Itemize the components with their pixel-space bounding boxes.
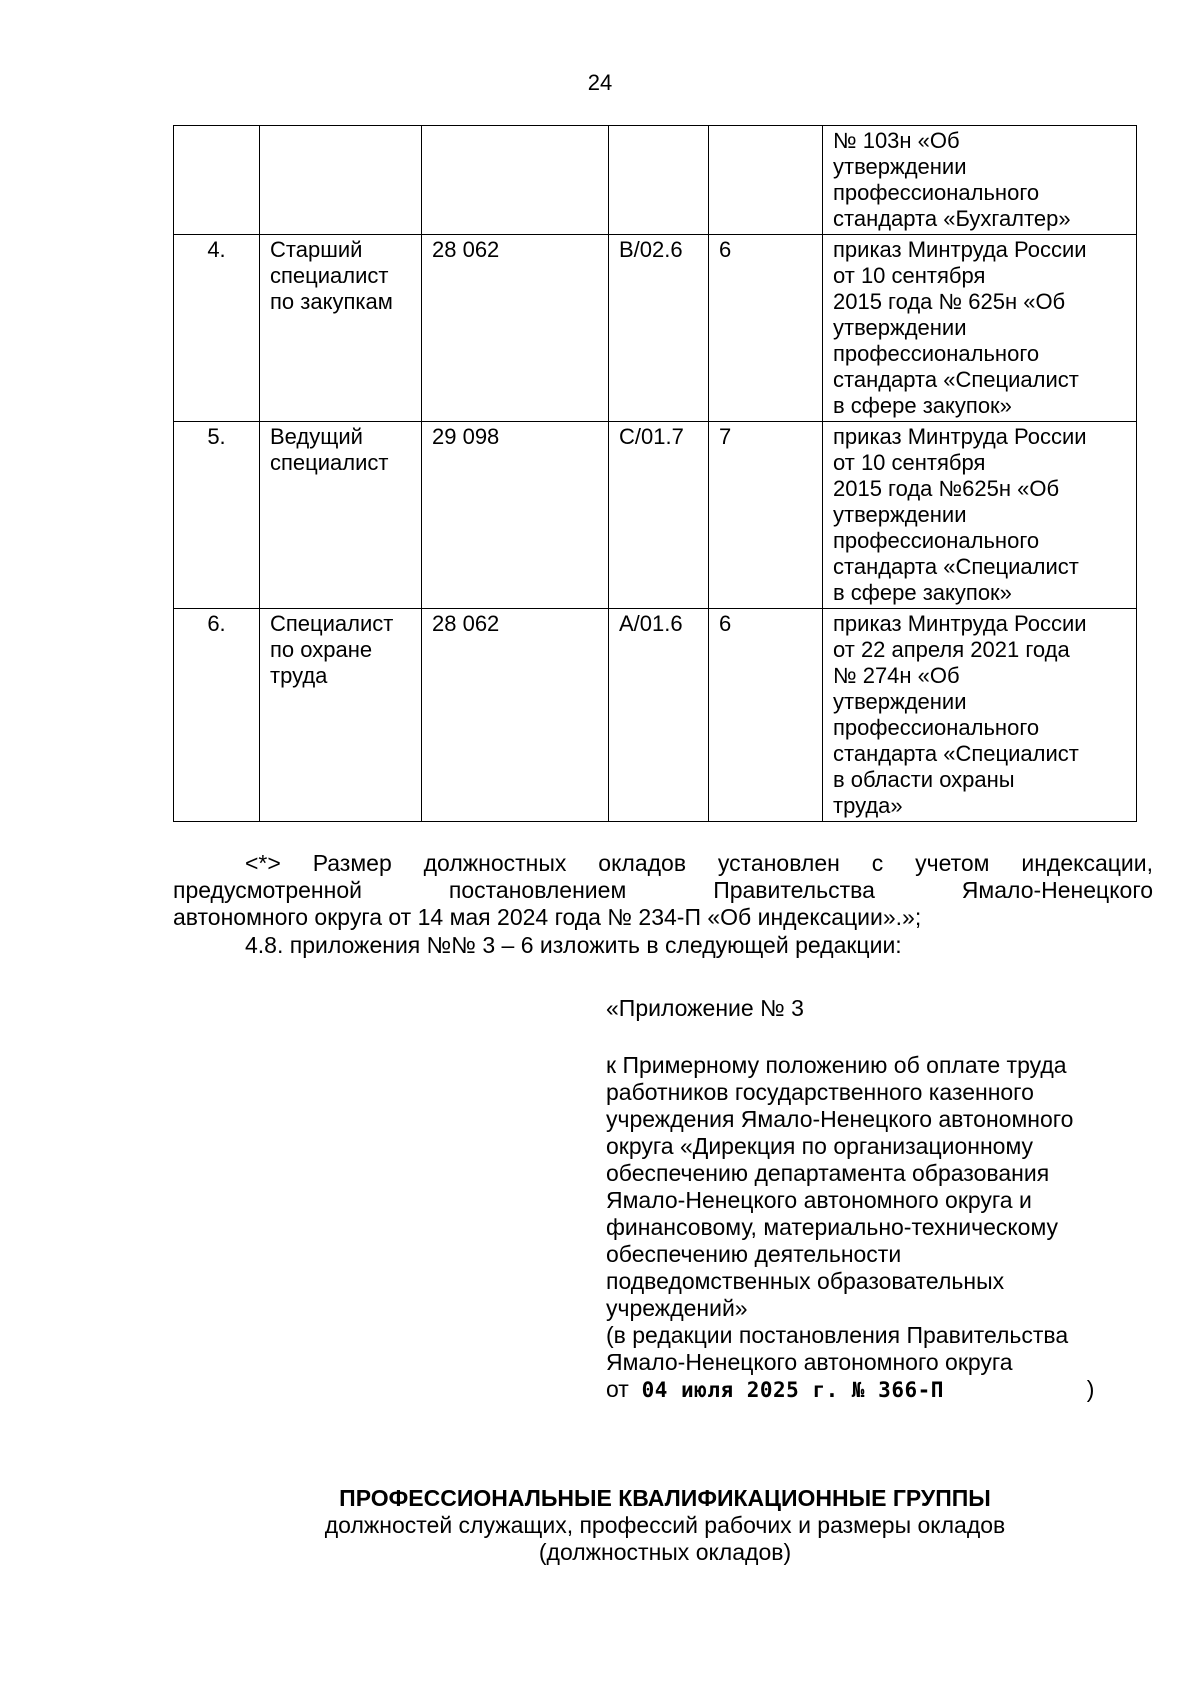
heading-main: ПРОФЕССИОНАЛЬНЫЕ КВАЛИФИКАЦИОННЫЕ ГРУППЫ — [339, 1485, 991, 1511]
salary-cell — [422, 126, 609, 235]
row-number-cell: 6. — [174, 609, 260, 822]
level-cell: 7 — [709, 422, 823, 609]
position-cell — [260, 422, 422, 609]
standard-cell-line: утверждении — [833, 689, 967, 714]
edition-line — [606, 1376, 1166, 1404]
standard-cell — [823, 609, 1137, 822]
position-cell-line: по охране — [270, 637, 373, 662]
standard-cell-line: профессионального — [833, 180, 1040, 205]
table-body — [174, 126, 1137, 822]
position-cell-line: Специалист — [270, 611, 394, 636]
page-number: 24 — [587, 70, 613, 95]
edition-date: 04 июля 2025 г. № 366-П — [641, 1378, 944, 1402]
appendix-line: округа «Дирекция по организационному — [606, 1133, 1034, 1159]
table-row — [174, 126, 1137, 235]
standard-cell-line: стандарта «Специалист — [833, 741, 1079, 766]
appendix-line: учреждения Ямало-Ненецкого автономного — [606, 1106, 1074, 1132]
code-cell: B/02.6 — [609, 235, 709, 422]
standard-cell-line: от 10 сентября — [833, 263, 986, 288]
code-cell: C/01.7 — [609, 422, 709, 609]
salary-cell: 28 062 — [422, 609, 609, 822]
appendix-line: обеспечению департамента образования — [606, 1160, 1050, 1186]
position-cell-line: специалист — [270, 263, 389, 288]
standard-cell-line: стандарта «Специалист — [833, 554, 1079, 579]
appendix-line: подведомственных образовательных — [606, 1268, 1005, 1294]
standard-cell — [823, 235, 1137, 422]
level-cell: 6 — [709, 609, 823, 822]
standard-cell-line: профессионального — [833, 528, 1040, 553]
standard-cell-line: труда» — [833, 793, 903, 818]
standard-cell-line: № 103н «Об — [833, 128, 960, 153]
heading-sub: должностей служащих, профессий рабочих и размеры окладов — [324, 1512, 1006, 1538]
standard-cell — [823, 126, 1137, 235]
level-cell — [709, 126, 823, 235]
appendix-header — [606, 995, 1166, 1404]
footnote-line: предусмотренной постановлением Правительства Ямало-Ненецкого — [173, 877, 1153, 903]
appendix-lines — [606, 1052, 1166, 1376]
salary-cell: 29 098 — [422, 422, 609, 609]
appendix-line: учреждений» — [606, 1295, 748, 1321]
standard-cell-line: стандарта «Бухгалтер» — [833, 206, 1071, 231]
standard-cell-line: от 10 сентября — [833, 450, 986, 475]
position-cell-line: по закупкам — [270, 289, 393, 314]
code-cell: A/01.6 — [609, 609, 709, 822]
footnote — [173, 850, 1153, 931]
standard-cell-line: в сфере закупок» — [833, 580, 1012, 605]
appendix-line: Ямало-Ненецкого автономного округа и — [606, 1187, 1032, 1213]
salary-cell: 28 062 — [422, 235, 609, 422]
level-cell: 6 — [709, 235, 823, 422]
appendix-title: «Приложение № 3 — [606, 995, 804, 1021]
standard-cell-line: стандарта «Специалист — [833, 367, 1079, 392]
edition-prefix: от — [606, 1376, 629, 1402]
position-cell-line: Старший — [270, 237, 363, 262]
standard-cell-line: приказ Минтруда России — [833, 237, 1087, 262]
standard-cell-line: 2015 года №625н «Об — [833, 476, 1060, 501]
appendix-line: финансовому, материально-техническому — [606, 1214, 1059, 1240]
position-cell-line: Ведущий — [270, 424, 363, 449]
position-cell — [260, 126, 422, 235]
appendix-line: Ямало-Ненецкого автономного округа — [606, 1349, 1013, 1375]
footnote-line: автономного округа от 14 мая 2024 года № 234-П «Об индексации».»; — [173, 904, 922, 930]
appendix-line: (в редакции постановления Правительства — [606, 1322, 1069, 1348]
standard-cell-line: в области охраны — [833, 767, 1015, 792]
position-cell — [260, 609, 422, 822]
standard-cell-line: № 274н «Об — [833, 663, 960, 688]
position-cell-line: труда — [270, 663, 328, 688]
standard-cell-line: утверждении — [833, 154, 967, 179]
standard-cell — [823, 422, 1137, 609]
heading-sub: (должностных окладов) — [538, 1539, 792, 1565]
footnote-line: <*> Размер должностных окладов установлен с учетом индексации, — [245, 850, 1153, 876]
row-number-cell: 4. — [174, 235, 260, 422]
standard-cell-line: утверждении — [833, 502, 967, 527]
standard-cell-line: профессионального — [833, 341, 1040, 366]
appendix-line: к Примерному положению об оплате труда — [606, 1052, 1067, 1078]
section-heading — [0, 1485, 1200, 1566]
appendix-line: работников государственного казенного — [606, 1079, 1034, 1105]
row-number-cell: 5. — [174, 422, 260, 609]
table-row — [174, 422, 1137, 609]
row-number-cell — [174, 126, 260, 235]
standard-cell-line: в сфере закупок» — [833, 393, 1012, 418]
standard-cell-line: приказ Минтруда России — [833, 424, 1087, 449]
standard-cell-line: приказ Минтруда России — [833, 611, 1087, 636]
table-row — [174, 609, 1137, 822]
standard-cell-line: от 22 апреля 2021 года — [833, 637, 1070, 662]
standard-cell-line: профессионального — [833, 715, 1040, 740]
code-cell — [609, 126, 709, 235]
standard-cell-line: 2015 года № 625н «Об — [833, 289, 1066, 314]
position-cell — [260, 235, 422, 422]
table-row — [174, 235, 1137, 422]
position-cell-line: специалист — [270, 450, 389, 475]
edition-suffix: ) — [1086, 1376, 1095, 1402]
appendix-line: обеспечению деятельности — [606, 1241, 902, 1267]
amendment-instruction: 4.8. приложения №№ 3 – 6 изложить в следующей редакции: — [245, 932, 902, 958]
positions-table — [173, 125, 1137, 822]
standard-cell-line: утверждении — [833, 315, 967, 340]
